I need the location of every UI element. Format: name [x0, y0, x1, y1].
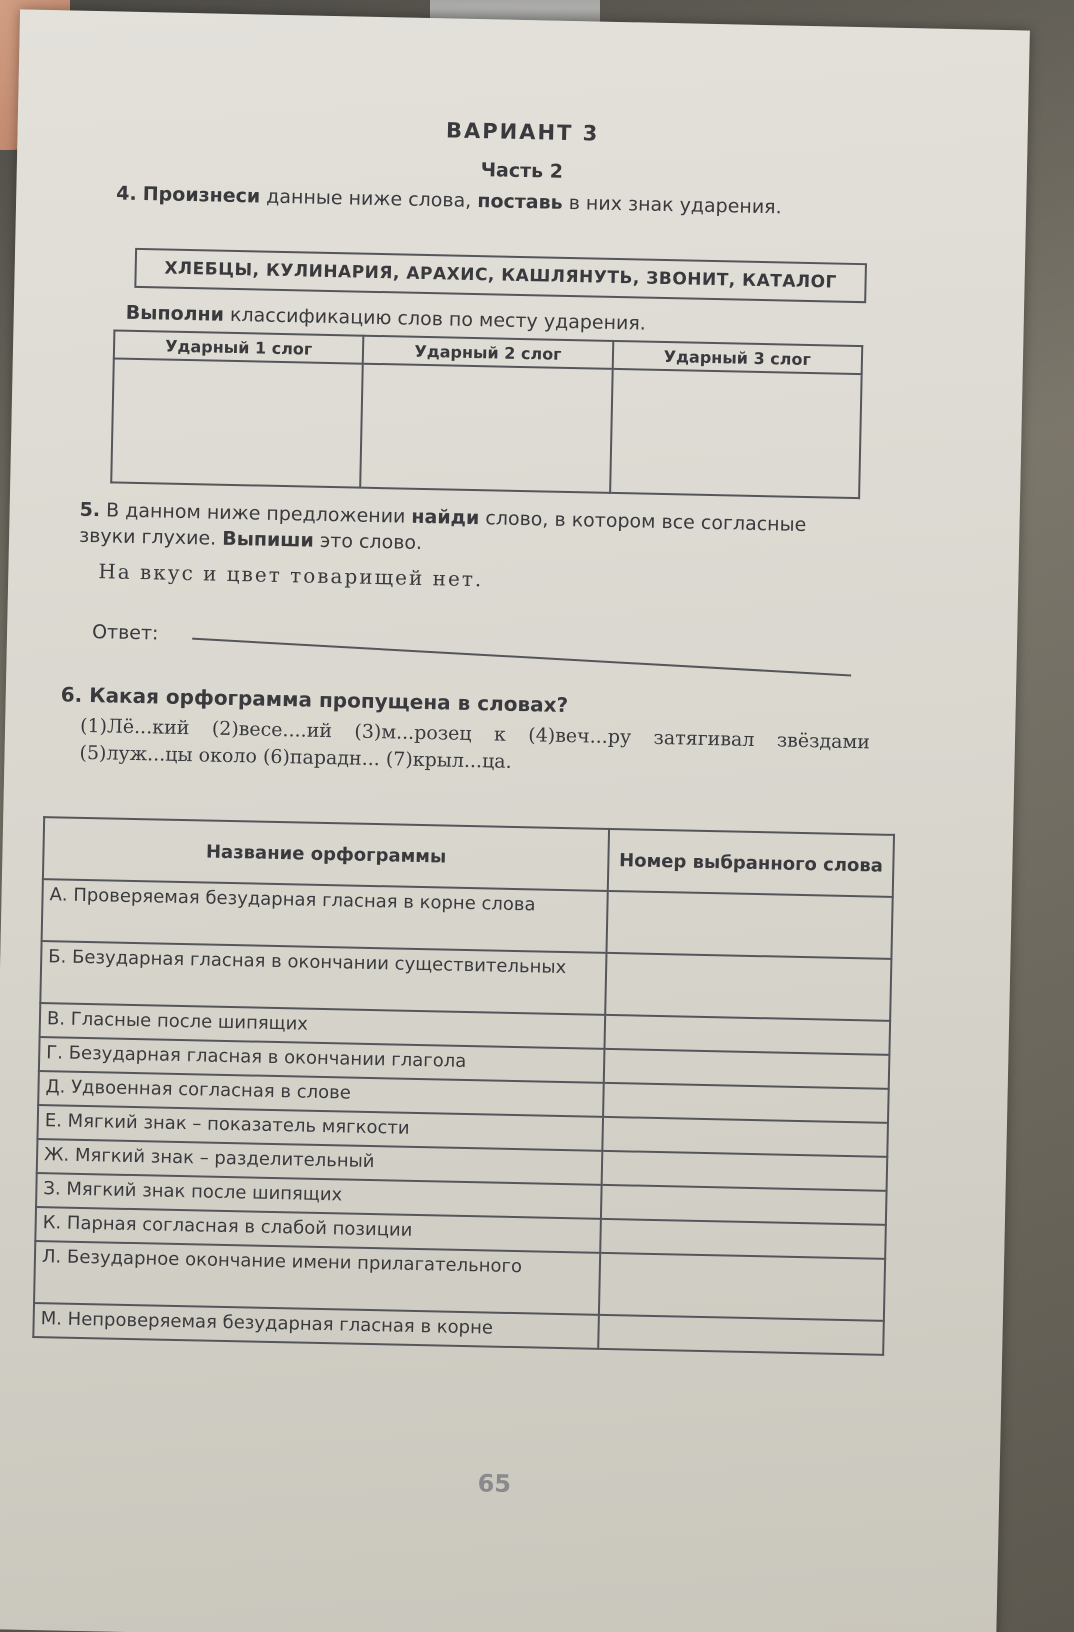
- stress-col-1: Ударный 1 слог: [114, 330, 364, 363]
- stress-table: [110, 329, 863, 499]
- orthogram-answer-cell[interactable]: [607, 891, 893, 959]
- orthogram-name: Г. Безударная гласная в окончании глагола: [39, 1037, 605, 1083]
- part-title: Часть 2: [480, 159, 564, 183]
- orthogram-name: В. Гласные после шипящих: [40, 1003, 606, 1049]
- stress-cell-2[interactable]: [360, 364, 612, 493]
- task-4-number: 4.: [116, 182, 137, 205]
- classify-bold: Выполни: [125, 301, 225, 326]
- answer-label: Ответ:: [91, 621, 159, 645]
- classify-text: классификацию слов по месту ударения.: [223, 303, 647, 335]
- orthogram-header-name: Название орфограммы: [43, 817, 610, 891]
- task-5-number: 5.: [79, 498, 101, 522]
- stress-cell-3[interactable]: [610, 369, 862, 498]
- orthogram-name: Б. Безударная гласная в окончании существительных: [40, 941, 607, 1015]
- task-5-sentence: На вкус и цвет товарищей нет.: [98, 559, 484, 592]
- word-box: ХЛЕБЦЫ, КУЛИНАРИЯ, АРАХИС, КАШЛЯНУТЬ, ЗВОНИТ, КАТАЛОГ: [134, 248, 867, 303]
- answer-line[interactable]: [192, 638, 851, 677]
- orthogram-header-number: Номер выбранного слова: [608, 829, 894, 897]
- task-6-question: 6. Какая орфограмма пропущена в словах?: [60, 682, 569, 718]
- workbook-page: [0, 9, 1030, 1632]
- orthogram-answer-cell[interactable]: [599, 1315, 884, 1355]
- page-number: 65: [477, 1469, 512, 1499]
- task-4-text-1: данные ниже слова,: [260, 185, 478, 213]
- task-6-words: (1)Лё...кий (2)весе....ий (3)м...розец к (4)веч...ру затягивал звёздами (5)луж...цы около (6)парадн... (7)крыл...ца.: [79, 714, 871, 773]
- orthogram-name: К. Парная согласная в слабой позиции: [35, 1207, 601, 1253]
- variant-title: ВАРИАНТ 3: [445, 118, 600, 146]
- stress-col-2: Ударный 2 слог: [363, 336, 613, 369]
- classify-instruction: [126, 302, 647, 335]
- orthogram-name: М. Непроверяемая безударная гласная в корне: [33, 1303, 599, 1349]
- task-5-text-1: В данном ниже предложении: [105, 499, 412, 528]
- task-5-text-3: это слово.: [313, 529, 423, 554]
- task-5-instruction: [79, 497, 860, 565]
- orthogram-table: [32, 816, 895, 1356]
- task-5-bold-2: Выпиши: [221, 527, 315, 552]
- orthogram-name: А. Проверяемая безударная гласная в корне слова: [42, 879, 609, 953]
- task-4-text-2: в них знак ударения.: [562, 191, 782, 219]
- task-4-bold-1: Произнеси: [142, 183, 261, 208]
- orthogram-name: Д. Удвоенная согласная в слове: [38, 1071, 604, 1117]
- orthogram-answer-cell[interactable]: [606, 953, 892, 1021]
- stress-col-3: Ударный 3 слог: [612, 341, 862, 374]
- orthogram-name: Л. Безударное окончание имени прилагательного: [34, 1241, 601, 1315]
- task-4-bold-2: поставь: [477, 190, 563, 214]
- task-4-instruction: [116, 181, 876, 221]
- orthogram-name: З. Мягкий знак после шипящих: [36, 1173, 602, 1219]
- stress-cell-1[interactable]: [111, 358, 363, 487]
- task-5-bold-1: найди: [411, 505, 480, 530]
- orthogram-name: Ж. Мягкий знак – разделительный: [37, 1139, 603, 1185]
- orthogram-name: Е. Мягкий знак – показатель мягкости: [37, 1105, 603, 1151]
- orthogram-answer-cell[interactable]: [599, 1253, 885, 1321]
- task-5-text-2: слово, в котором все согласные звуки глухие.: [78, 507, 807, 550]
